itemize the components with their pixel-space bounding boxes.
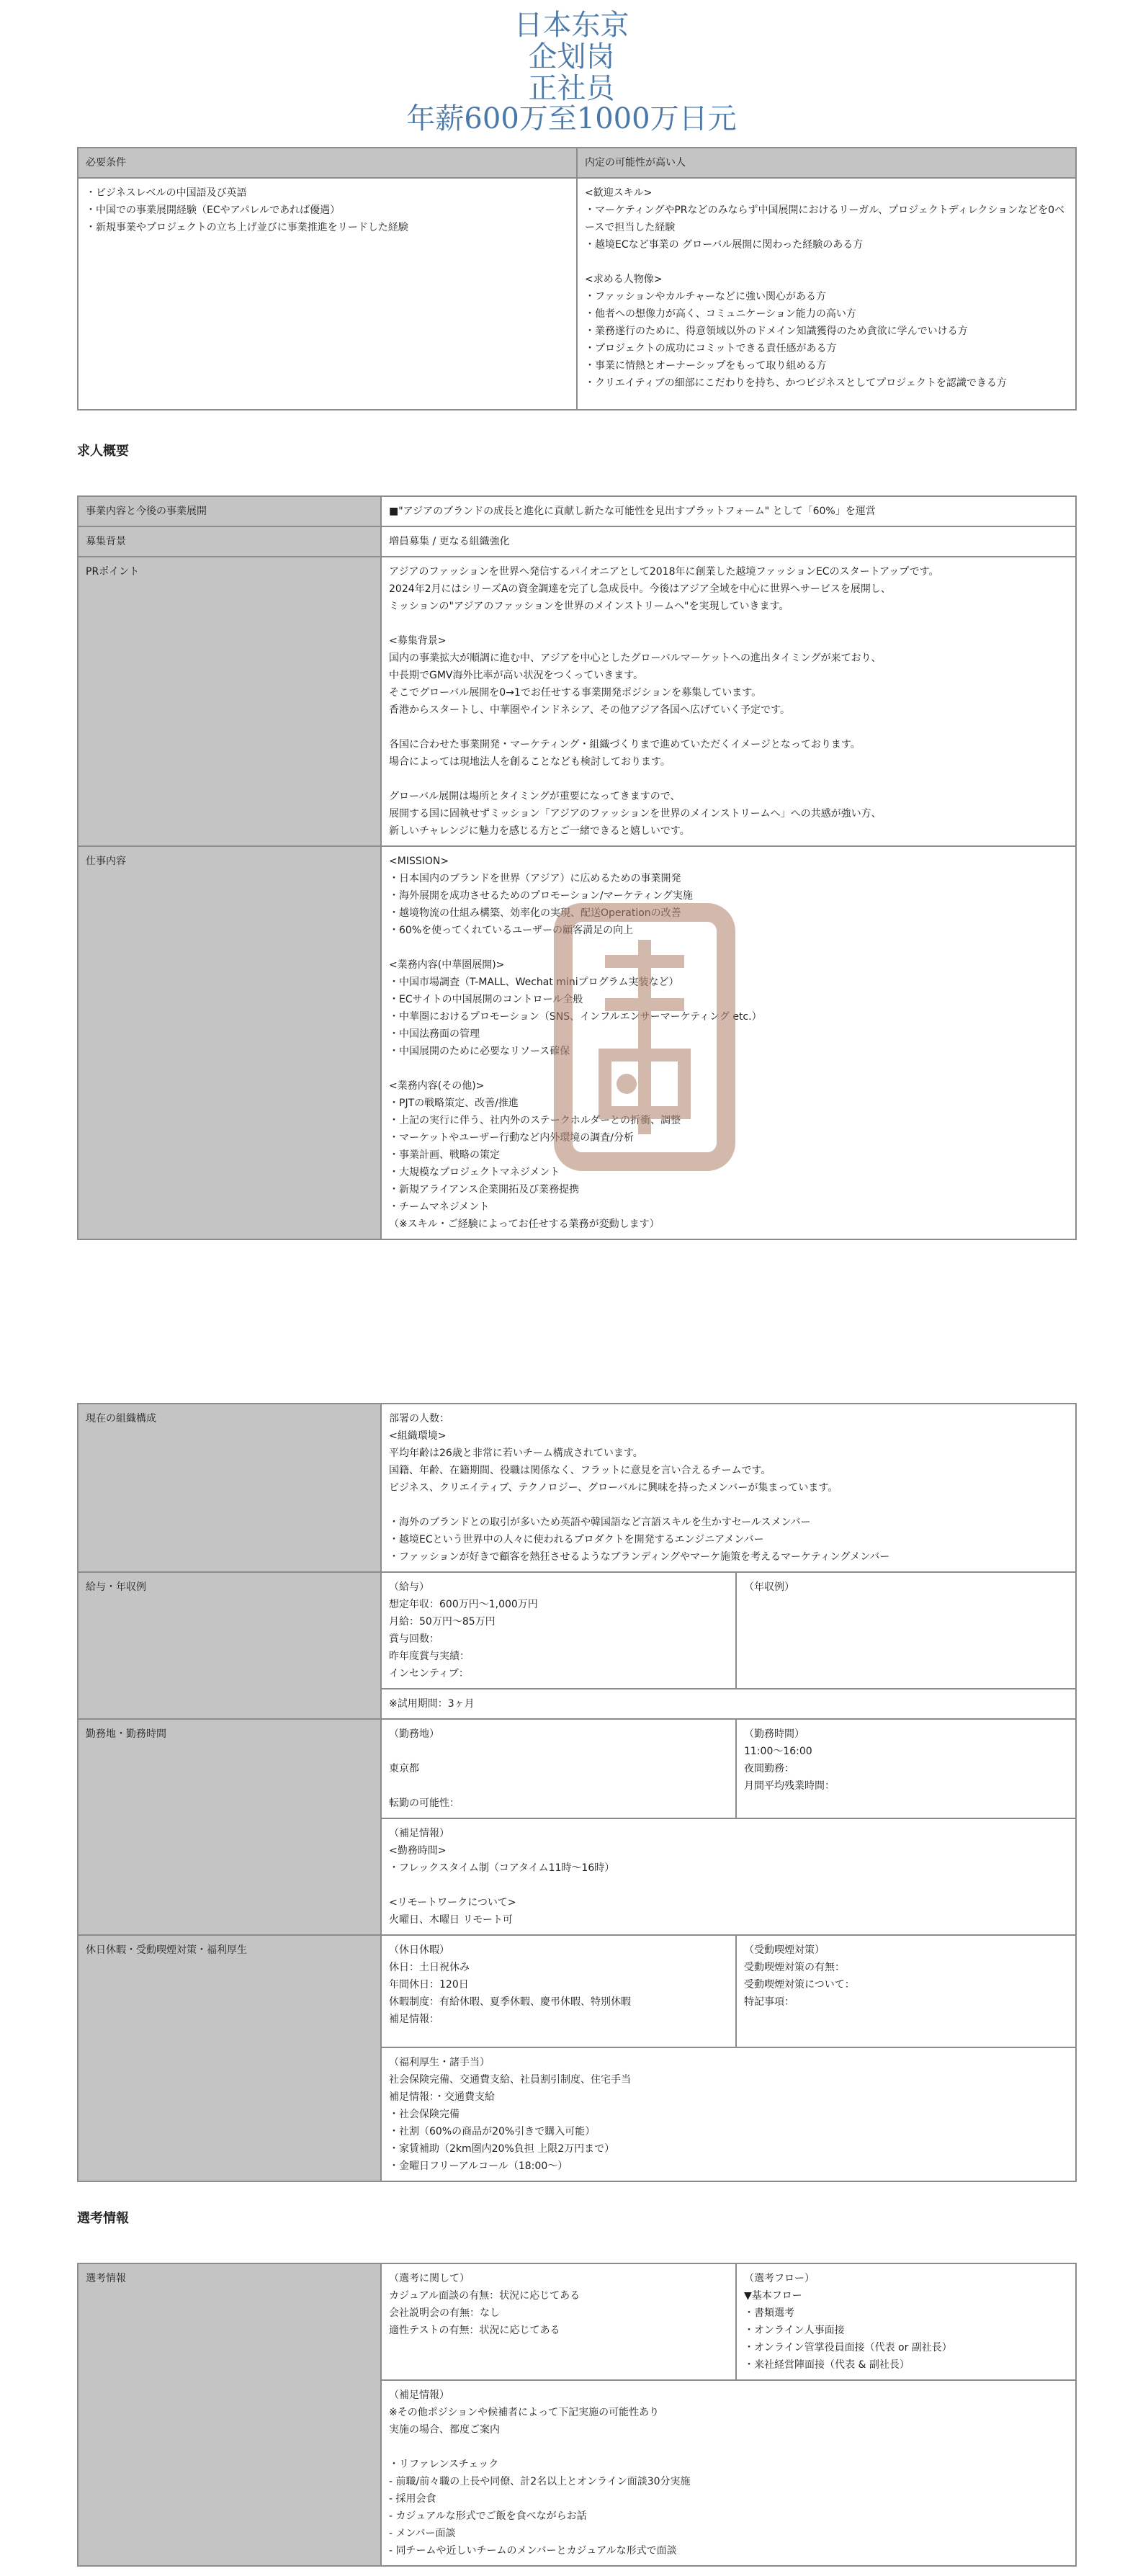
required-body: ・ビジネスレベルの中国語及び英語 ・中国での事業展開経験（ECやアパレルであれば優遇） ・新規事業やプロジェクトの立ち上げ並びに事業推進をリードした経験 <box>78 178 577 410</box>
selection-label: 選考情報 <box>78 2263 381 2566</box>
salary-label: 給与・年収例 <box>78 1572 381 1719</box>
selection-supplement: （補足情報） ※その他ポジションや候補者によって下記実施の可能性あり 実施の場合、都度ご案内 ・リファレンスチェック - 前職/前々職の上長や同僚、計2名以上とオンライン面談30分実施 - 採用会食 - カジュアルな形式でご飯を食べながらお話 - メンバー面談 - 同チームや近しいチームのメンバーとカジュアルな形式で面談 <box>381 2380 1076 2566</box>
preferred-body: <歓迎スキル> ・マーケティングやPRなどのみならず中国展開におけるリーガル、プロジェクトディレクションなどを0ベースで担当した経験 ・越境ECなど事業の グローバル展開に関わった経験のある方 <求める人物像> ・ファッションやカルチャーなどに強い関心がある方 ・他者への想像力が高く、コミュニケーション能力の高い方 ・業務遂行のために、得意領域以外のドメイン知識獲得のため貪欲に学んでいける方 ・プロジェクトの成功にコミットできる責任感がある方 ・事業に情熱とオーナーシップをもって取り組める方 ・クリエイティブの細部にこだわりを持ち、かつビジネスとしてプロジェクトを認識できる方 <box>577 178 1076 410</box>
pr-value: アジアのファッションを世界へ発信するパイオニアとして2018年に創業した越境ファッションECのスタートアップです。 2024年2月にはシリーズAの資金調達を完了し急成長中。今後はアジア全域を中心に世界へサービスを展開し、 ミッションの"アジアのファッションを世界のメインストリームへ"を実現していきます。 <募集背景> 国内の事業拡大が順調に進む中、アジアを中心としたグローバルマーケットへの進出タイミングが来ており、 中長期でGMV海外比率が高い状況をつくっていきます。 そこでグローバル展開を0→1でお任せする事業開発ポジションを募集しています。 香港からスタートし、中華圏やインドネシア、その他アジア各国へ広げていく予定です。 各国に合わせた事業開発・マーケティング・組織づくりまで進めていただくイメージとなっております。 場合によっては現地法人を創ることなども検討しております。 グローバル展開は場所とタイミングが重要になってきますので、 展開する国に固執せずミッション「アジアのファッションを世界のメインストリームへ」への共感が強い方、 新しいチャレンジに魅力を感じる方とご一緒できると嬉しいです。 <box>381 557 1076 846</box>
smoking-policy: （受動喫煙対策） 受動喫煙対策の有無： 受動喫煙対策について： 特記事項： <box>736 1935 1076 2047</box>
pr-label: PRポイント <box>78 557 381 846</box>
work-location: （勤務地） 東京都 転勤の可能性： <box>381 1719 736 1818</box>
background-value: 増員募集 / 更なる組織強化 <box>381 526 1076 557</box>
requirements-table <box>77 147 1077 410</box>
work-supplement: （補足情報） <勤務時間> ・フレックスタイム制（コアタイム11時〜16時） <リモートワークについて> 火曜日、木曜日 リモート可 <box>381 1818 1076 1935</box>
job-description-label: 仕事内容 <box>78 846 381 1239</box>
selection-flow: （選考フロー） ▼基本フロー ・書類選考 ・オンライン人事面接 ・オンライン管掌役員面接（代表 or 副社長） ・来社経営陣面接（代表 & 副社長） <box>736 2263 1076 2380</box>
work-hours: （勤務時間） 11:00〜16:00 夜間勤務： 月間平均残業時間： <box>736 1719 1076 1818</box>
trial-period: ※試用期間：3ヶ月 <box>381 1689 1076 1719</box>
title-location: 日本东京 <box>514 9 629 42</box>
title-employment: 正社员 <box>528 72 615 105</box>
background-label: 募集背景 <box>78 526 381 557</box>
preferred-header: 内定の可能性が高い人 <box>577 148 1076 178</box>
holiday-label: 休日休暇・受動喫煙対策・福利厚生 <box>78 1935 381 2181</box>
salary-details: （給与） 想定年収：600万円〜1,000万円 月給：50万円〜85万円 賞与回数： 昨年度賞与実績： インセンティブ： <box>381 1572 736 1689</box>
org-value: 部署の人数： <組織環境> 平均年齢は26歳と非常に若いチーム構成されています。 国籍、年齢、在籍期間、役職は関係なく、フラットに意見を言い合えるチームです。 ビジネス、クリエイティブ、テクノロジー、グローバルに興味を持ったメンバーが集まっています。 ・海外のブランドとの取引が多いため英語や韓国語など言語スキルを生かすセールスメンバー ・越境ECという世界中の人々に使われるプロダクトを開発するエンジニアメンバー ・ファッションが好きで顧客を熱狂させるようなブランディングやマーケ施策を考えるマーケティングメンバー <box>381 1404 1076 1572</box>
org-label: 現在の組織構成 <box>78 1404 381 1572</box>
salary-examples: （年収例） <box>736 1572 1076 1689</box>
required-header: 必要条件 <box>78 148 577 178</box>
seal-stamp-icon <box>547 897 742 1177</box>
title-salary: 年薪600万至1000万日元 <box>406 102 737 135</box>
business-value: ■"アジアのブランドの成長と進化に貢献し新たな可能性を見出すプラットフォーム" として「60%」を運営 <box>381 496 1076 526</box>
details-table <box>77 1403 1077 2182</box>
work-label: 勤務地・勤務時間 <box>78 1719 381 1935</box>
selection-table <box>77 2263 1077 2567</box>
business-label: 事業内容と今後の事業展開 <box>78 496 381 526</box>
section-title-selection: 選考情報 <box>77 2211 129 2226</box>
benefits-details: （福利厚生・諸手当） 社会保険完備、交通費支給、社員割引制度、住宅手当 補足情報：・交通費支給 ・社会保険完備 ・社割（60%の商品が20%引きで購入可能） ・家賃補助（2km圏内20%負担 上限2万円まで） ・金曜日フリーアルコール（18:00〜） <box>381 2047 1076 2181</box>
title-position: 企划岗 <box>528 40 615 73</box>
job-description-value: <MISSION> ・日本国内のブランドを世界（アジア）に広めるための事業開発 ・海外展開を成功させるためのプロモーション/マーケティング実施 ・越境物流の仕組み構築、効率化の実現、配送Operationの改善 ・60%を使ってくれているユーザーの顧客満足の向上 <業務内容(中華圏展開)> ・中国市場調査（T-MALL、Wechat miniプログラム実装など） ・ECサイトの中国展開のコントロール全般 ・中華圏におけるプロモーション（SNS、インフルエンサーマーケティング etc.） ・中国法務面の管理 ・中国展開のために必要なリソース確保 <業務内容(その他)> ・PJTの戦略策定、改善/推進 ・上記の実行に伴う、社内外のステークホルダーとの折衝、調整 ・マーケットやユーザー行動など内外環境の調査/分析 ・事業計画、戦略の策定 ・大規模なプロジェクトマネジメント ・新規アライアンス企業開拓及び業務提携 ・チームマネジメント （※スキル・ご経験によってお任せする業務が変動します） <box>381 846 1076 1239</box>
holiday-details: （休日休暇） 休日：土日祝休み 年間休日：120日 休暇制度：有給休暇、夏季休暇、慶弔休暇、特別休暇 補足情報： <box>381 1935 736 2047</box>
section-title-overview: 求人概要 <box>77 444 129 459</box>
selection-about: （選考に関して） カジュアル面談の有無：状況に応じてある 会社説明会の有無：なし 適性テストの有無：状況に応じてある <box>381 2263 736 2380</box>
